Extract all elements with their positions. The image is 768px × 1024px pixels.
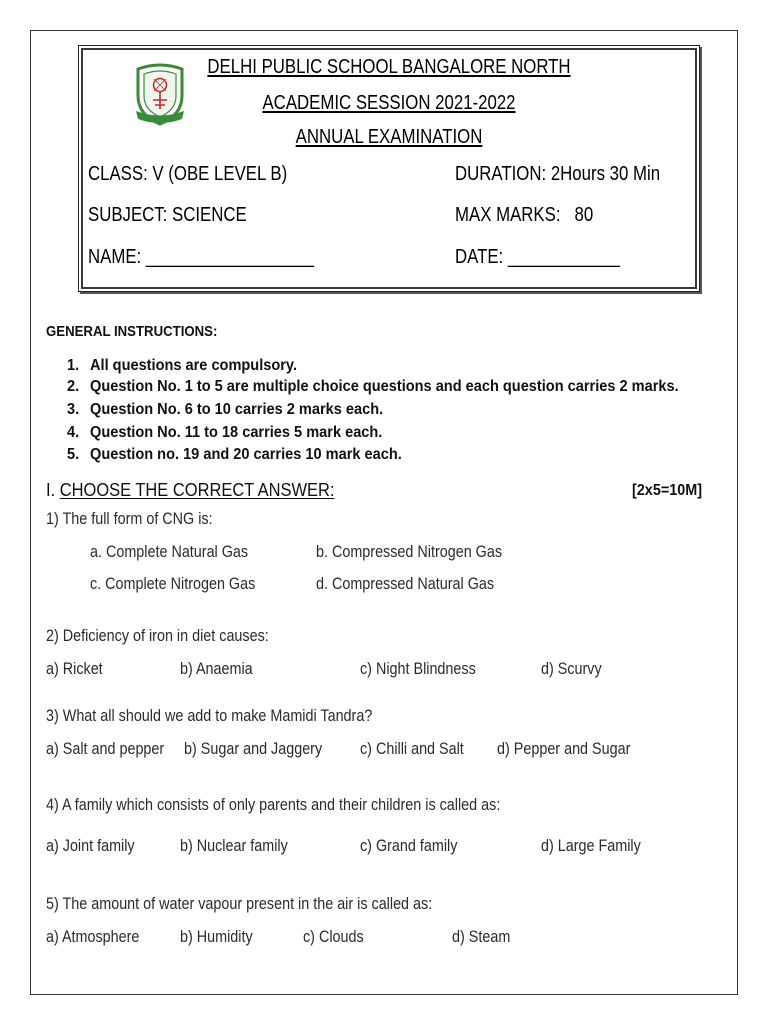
duration-label: DURATION: 2Hours 30 Min <box>455 163 661 185</box>
answer-option: c) Night Blindness <box>360 659 476 678</box>
date-field: DATE: ____________ <box>455 246 621 268</box>
instruction-number: 5. <box>67 446 80 463</box>
answer-option: b) Nuclear family <box>180 836 288 855</box>
answer-option: b) Sugar and Jaggery <box>184 739 323 758</box>
question-text: 5) The amount of water vapour present in the air is called as: <box>46 894 433 913</box>
question-text: 3) What all should we add to make Mamidi Tandra? <box>46 706 373 725</box>
section-title: CHOOSE THE CORRECT ANSWER: <box>59 479 335 500</box>
question-text: 1) The full form of CNG is: <box>46 509 213 528</box>
answer-option: d. Compressed Natural Gas <box>316 574 495 593</box>
question-text: 4) A family which consists of only parents and their children is called as: <box>46 795 501 814</box>
subject-label: SUBJECT: SCIENCE <box>88 204 247 226</box>
name-field: NAME: __________________ <box>88 246 315 268</box>
answer-option: b) Anaemia <box>180 659 253 678</box>
instruction-text: All questions are compulsory. <box>90 357 298 374</box>
section-heading <box>46 479 334 501</box>
instruction-text: Question No. 1 to 5 are multiple choice questions and each question carries 2 marks. <box>90 378 679 395</box>
academic-session: ACADEMIC SESSION 2021-2022 <box>262 92 516 114</box>
school-name: DELHI PUBLIC SCHOOL BANGALORE NORTH <box>207 56 571 78</box>
instruction-text: Question No. 11 to 18 carries 5 mark each. <box>90 424 383 441</box>
answer-option: b) Humidity <box>180 927 253 946</box>
answer-option: d) Large Family <box>541 836 641 855</box>
answer-option: c) Chilli and Salt <box>360 739 464 758</box>
question-text: 2) Deficiency of iron in diet causes: <box>46 626 269 645</box>
answer-option: a) Atmosphere <box>46 927 140 946</box>
class-label: CLASS: V (OBE LEVEL B) <box>88 163 288 185</box>
instruction-number: 3. <box>67 401 80 418</box>
section-number: I. <box>46 479 56 500</box>
max-marks-label: MAX MARKS: 80 <box>455 204 594 226</box>
answer-option: c) Grand family <box>360 836 458 855</box>
instruction-text: Question no. 19 and 20 carries 10 mark each. <box>90 446 402 463</box>
answer-option: c. Complete Nitrogen Gas <box>90 574 256 593</box>
answer-option: a. Complete Natural Gas <box>90 542 249 561</box>
instruction-text: Question No. 6 to 10 carries 2 marks each. <box>90 401 384 418</box>
answer-option: b. Compressed Nitrogen Gas <box>316 542 503 561</box>
exam-title: ANNUAL EXAMINATION <box>295 126 483 148</box>
answer-option: d) Scurvy <box>541 659 602 678</box>
instruction-number: 1. <box>67 357 80 374</box>
section-marks: [2x5=10M] <box>632 482 703 499</box>
instruction-number: 4. <box>67 424 80 441</box>
answer-option: d) Steam <box>452 927 511 946</box>
answer-option: c) Clouds <box>303 927 364 946</box>
answer-option: a) Ricket <box>46 659 103 678</box>
answer-option: a) Joint family <box>46 836 135 855</box>
answer-option: d) Pepper and Sugar <box>497 739 631 758</box>
instruction-number: 2. <box>67 378 80 395</box>
instructions-title: GENERAL INSTRUCTIONS: <box>46 323 218 340</box>
answer-option: a) Salt and pepper <box>46 739 165 758</box>
